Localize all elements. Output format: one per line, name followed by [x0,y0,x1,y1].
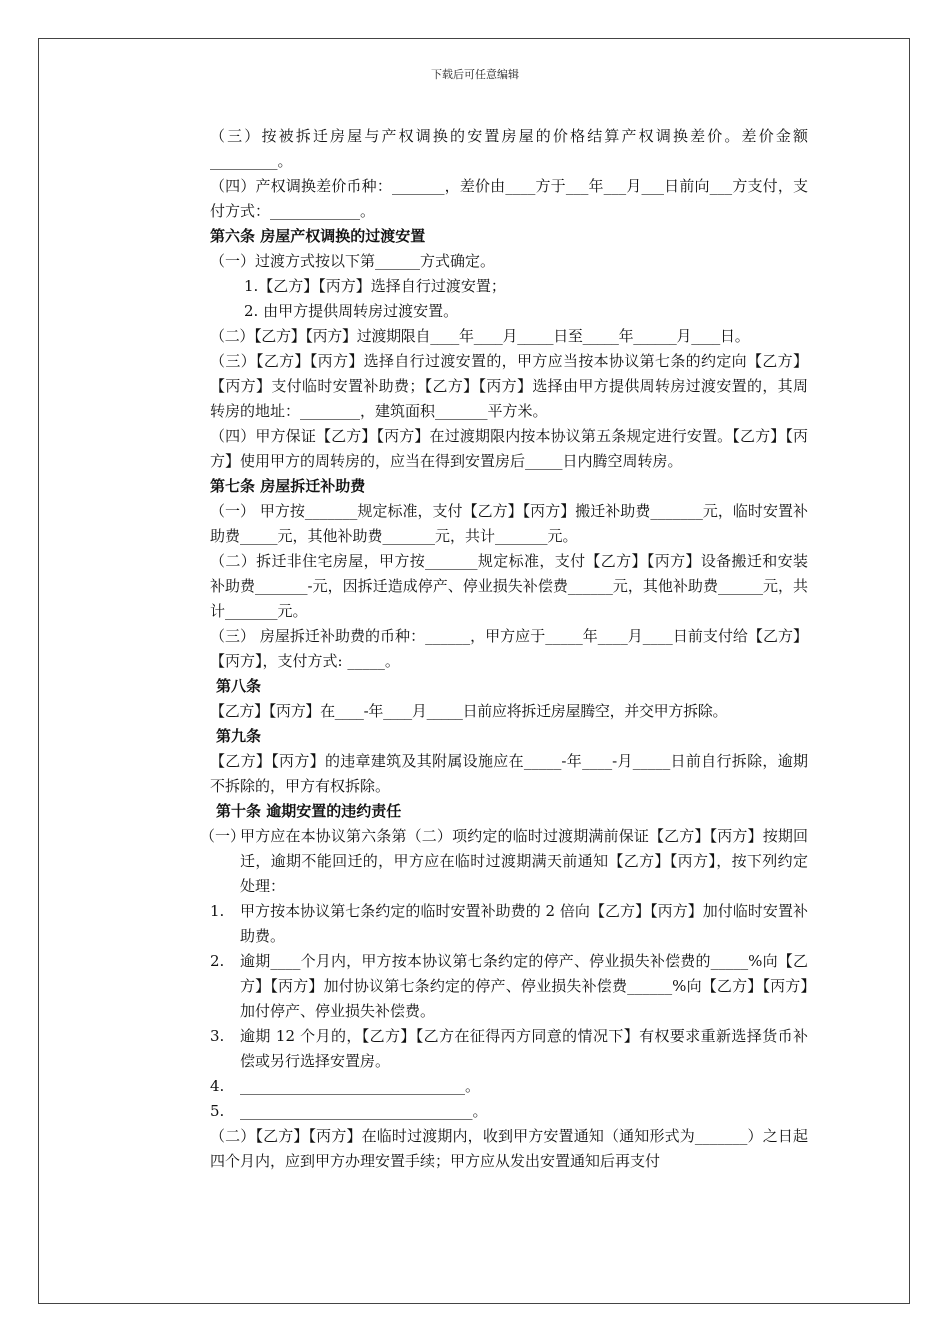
list-item-1 [210,899,808,949]
article-7-heading: 第七条 房屋拆迁补助费 [210,477,366,495]
list-text: 逾期 12 个月的，【乙方】【乙方在征得丙方同意的情况下】有权要求重新选择货币补偿或另行选择安置房。 [240,1027,808,1070]
article-9-heading: 第九条 [216,727,262,745]
paragraph-subsidy-currency: （三） 房屋拆迁补助费的币种：______，甲方应于_____年____月____日前支付给【乙方】【丙方】，支付方式: _____。 [210,627,808,670]
list-text: 甲方按本协议第七条约定的临时安置补助费的 2 倍向【乙方】【丙方】加付临时安置补助费。 [240,902,808,945]
paragraph-nonresidential-subsidy: （二）拆迁非住宅房屋，甲方按_______规定标准，支付【乙方】【丙方】设备搬迁和安装补助费_______-元，因拆迁造成停产、停业损失补偿费______元，其他补助费______元，共计_______元。 [210,552,808,620]
paragraph-price-difference: （三）按被拆迁房屋与产权调换的安置房屋的价格结算产权调换差价。差价金额_________。 [210,127,808,170]
list-number: 2. [210,952,225,970]
paragraph-guarantee: （四）甲方保证【乙方】【丙方】在过渡期限内按本协议第五条规定进行安置。【乙方】【丙方】使用甲方的周转房的，应当在得到安置房后_____日内腾空周转房。 [210,427,808,470]
option-temporary-housing: 2. 由甲方提供周转房过渡安置。 [244,302,459,320]
document-body [200,124,808,1174]
list-number: 4. [210,1077,225,1095]
paragraph-transition-method: （一）过渡方式按以下第______方式确定。 [210,252,496,270]
paragraph-vacate-house: 【乙方】【丙方】在____-年____月_____日前应将拆迁房屋腾空，并交甲方拆除。 [210,702,728,720]
paragraph-subsidy-payment: （三）【乙方】【丙方】选择自行过渡安置的，甲方应当按本协议第七条的约定向【乙方】【丙方】支付临时安置补助费；【乙方】【丙方】选择由甲方提供周转房过渡安置的，其周转房的地址：________，建筑面积_______平方米。 [210,352,808,420]
list-item-5 [210,1099,808,1124]
article-8-heading: 第八条 [216,677,262,695]
list-text: _______________________________。 [240,1102,488,1120]
article-10-heading: 第十条 逾期安置的违约责任 [216,802,402,820]
page-header: 下载后可任意编辑 [431,68,519,81]
option-self-transition: 1.【乙方】【丙方】选择自行过渡安置； [244,277,506,295]
list-number: 5. [210,1102,225,1120]
list-item-2 [210,949,808,1024]
list-item-3 [210,1024,808,1074]
article-6-heading: 第六条 房屋产权调换的过渡安置 [210,227,426,245]
item-label: （一） [200,827,246,845]
paragraph-return-guarantee [200,824,808,899]
list-item-4 [210,1074,808,1099]
list-text: 逾期____个月内，甲方按本协议第七条约定的停产、停业损失补偿费的_____%向【乙方】【丙方】加付协议第七条约定的停产、停业损失补偿费______%向【乙方】【丙方】加付停产、停业损失补偿费。 [240,952,808,1020]
list-number: 1. [210,902,225,920]
paragraph-notice-procedure: （二）【乙方】【丙方】在临时过渡期内，收到甲方安置通知（通知形式为_______）之日起四个月内，应到甲方办理安置手续；甲方应从发出安置通知后再支付 [210,1127,808,1170]
paragraph-illegal-buildings: 【乙方】【丙方】的违章建筑及其附属设施应在_____-年____-月_____日前自行拆除，逾期不拆除的，甲方有权拆除。 [210,752,808,795]
paragraph-relocation-subsidy: （一） 甲方按_______规定标准，支付【乙方】【丙方】搬迁补助费_______元，临时安置补助费_____元，其他补助费_______元，共计_______元。 [210,502,808,545]
paragraph-currency: （四）产权调换差价币种：_______，差价由____方于___年___月___日前向___方支付，支付方式：____________。 [210,177,808,220]
list-number: 3. [210,1027,225,1045]
item-text: 甲方应在本协议第六条第（二）项约定的临时过渡期满前保证【乙方】【丙方】按期回迁，逾期不能回迁的，甲方应在临时过渡期满天前通知【乙方】【丙方】，按下列约定处理： [240,827,808,895]
list-text: ______________________________。 [240,1077,481,1095]
paragraph-transition-period: （二）【乙方】【丙方】过渡期限自____年____月_____日至_____年______月____日。 [210,327,750,345]
